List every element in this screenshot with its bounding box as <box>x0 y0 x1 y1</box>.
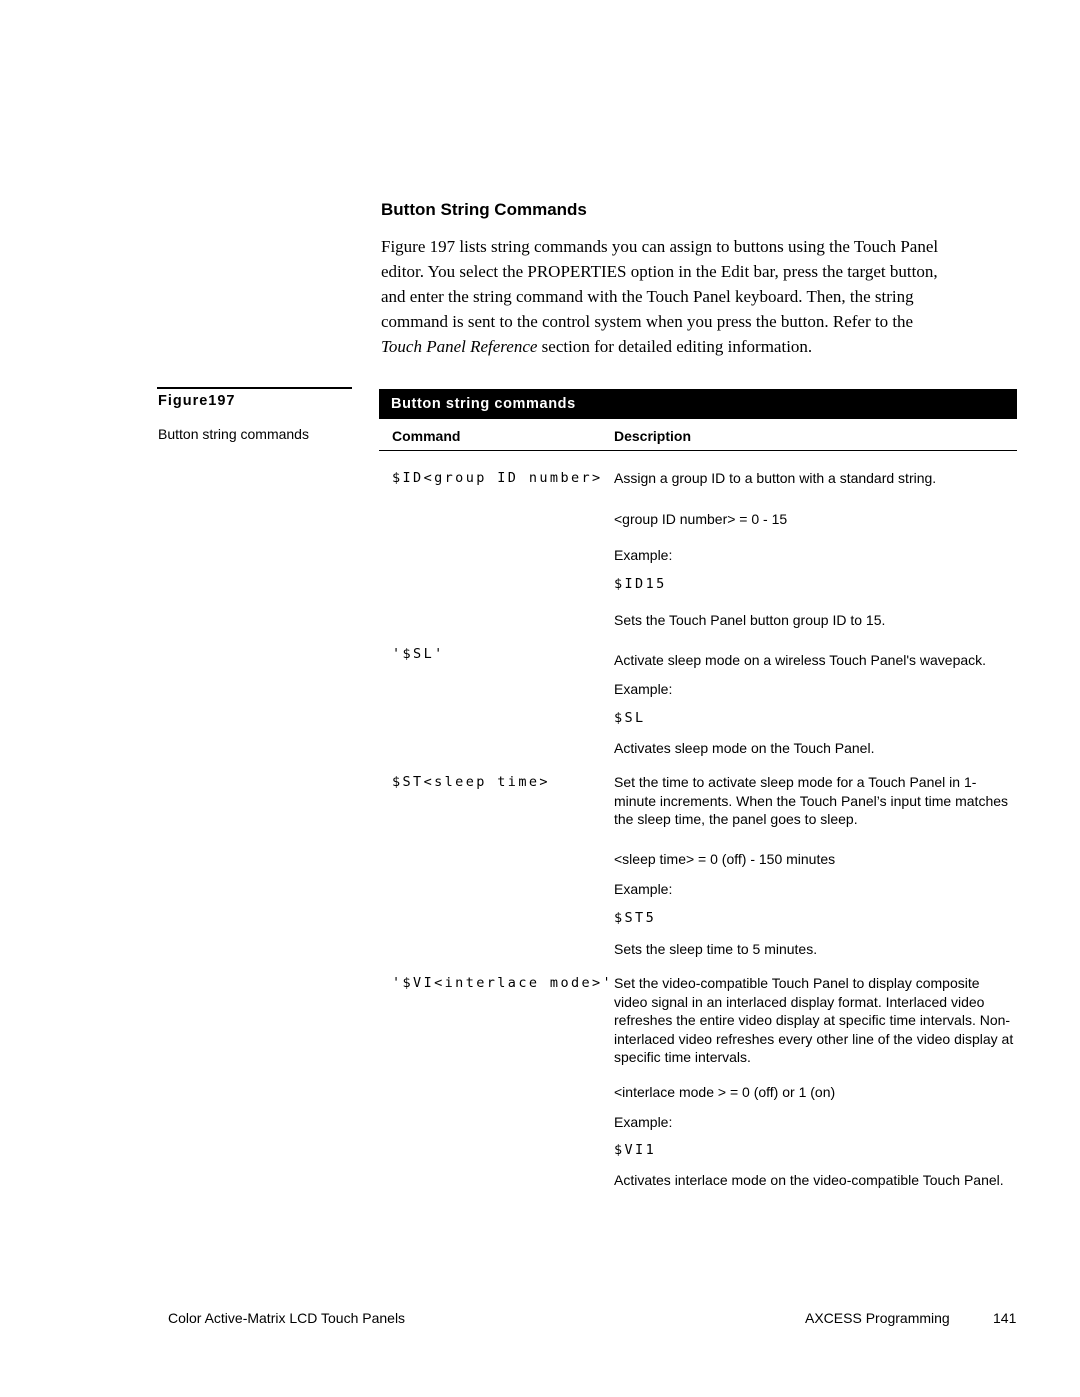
example-result: Sets the Touch Panel button group ID to 15. <box>614 612 886 628</box>
parameter-range: <interlace mode > = 0 (off) or 1 (on) <box>614 1084 836 1100</box>
example-label: Example: <box>614 681 673 697</box>
example-label: Example: <box>614 547 673 563</box>
reference-title: Touch Panel Reference <box>381 337 538 356</box>
header-rule <box>379 450 1017 451</box>
example-label: Example: <box>614 881 673 897</box>
example-code: $VI1 <box>614 1142 657 1158</box>
intro-line <box>381 334 1021 359</box>
description-cell: Activate sleep mode on a wireless Touch Panel's wavepack. <box>614 652 987 668</box>
table-title-bar <box>379 389 1017 419</box>
example-code: $ID15 <box>614 576 667 592</box>
example-code: $SL <box>614 710 646 726</box>
footer-section: AXCESS Programming <box>805 1310 950 1326</box>
table-title: Button string commands <box>391 396 576 412</box>
example-result: Activates interlace mode on the video-compatible Touch Panel. <box>614 1172 1004 1188</box>
intro-paragraph <box>381 234 1021 359</box>
intro-line: Figure 197 lists string commands you can assign to buttons using the Touch Panel <box>381 237 939 256</box>
section-heading: Button String Commands <box>381 200 587 219</box>
intro-line-rest: section for detailed editing information. <box>537 337 813 356</box>
page-number: 141 <box>993 1310 1017 1326</box>
description-cell: Assign a group ID to a button with a standard string. <box>614 470 937 486</box>
intro-line: command is sent to the control system when you press the button. Refer to the <box>381 312 914 331</box>
column-header-description: Description <box>614 428 692 444</box>
parameter-range: <group ID number> = 0 - 15 <box>614 511 788 527</box>
intro-line: editor. You select the PROPERTIES option in the Edit bar, press the target button, <box>381 262 938 281</box>
example-code: $ST5 <box>614 910 657 926</box>
example-result: Activates sleep mode on the Touch Panel. <box>614 740 875 756</box>
command-cell: '$VI<interlace mode>' <box>392 975 614 991</box>
example-result: Sets the sleep time to 5 minutes. <box>614 941 818 957</box>
parameter-range: <sleep time> = 0 (off) - 150 minutes <box>614 851 836 867</box>
figure-label: Figure197 <box>158 393 236 409</box>
column-header-command: Command <box>392 428 461 444</box>
footer-document-title: Color Active-Matrix LCD Touch Panels <box>168 1310 406 1326</box>
intro-line: and enter the string command with the Touch Panel keyboard. Then, the string <box>381 287 914 306</box>
command-cell: $ID<group ID number> <box>392 470 603 486</box>
command-cell: $ST<sleep time> <box>392 774 550 790</box>
figure-rule <box>157 387 352 389</box>
description-cell: Set the time to activate sleep mode for a Touch Panel in 1-minute increments. When the Touch Panel’s input time matches the sleep time, the panel goes to sleep. <box>614 774 1009 827</box>
example-label: Example: <box>614 1114 673 1130</box>
figure-caption: Button string commands <box>158 426 309 442</box>
description-cell: Set the video-compatible Touch Panel to display composite video signal in an interlaced display format. Interlaced video refreshes the entire video display at specific time intervals. Non-interlaced video refreshes every other line of the video display at specific time intervals. <box>614 975 1014 1065</box>
command-cell: '$SL' <box>392 646 445 662</box>
